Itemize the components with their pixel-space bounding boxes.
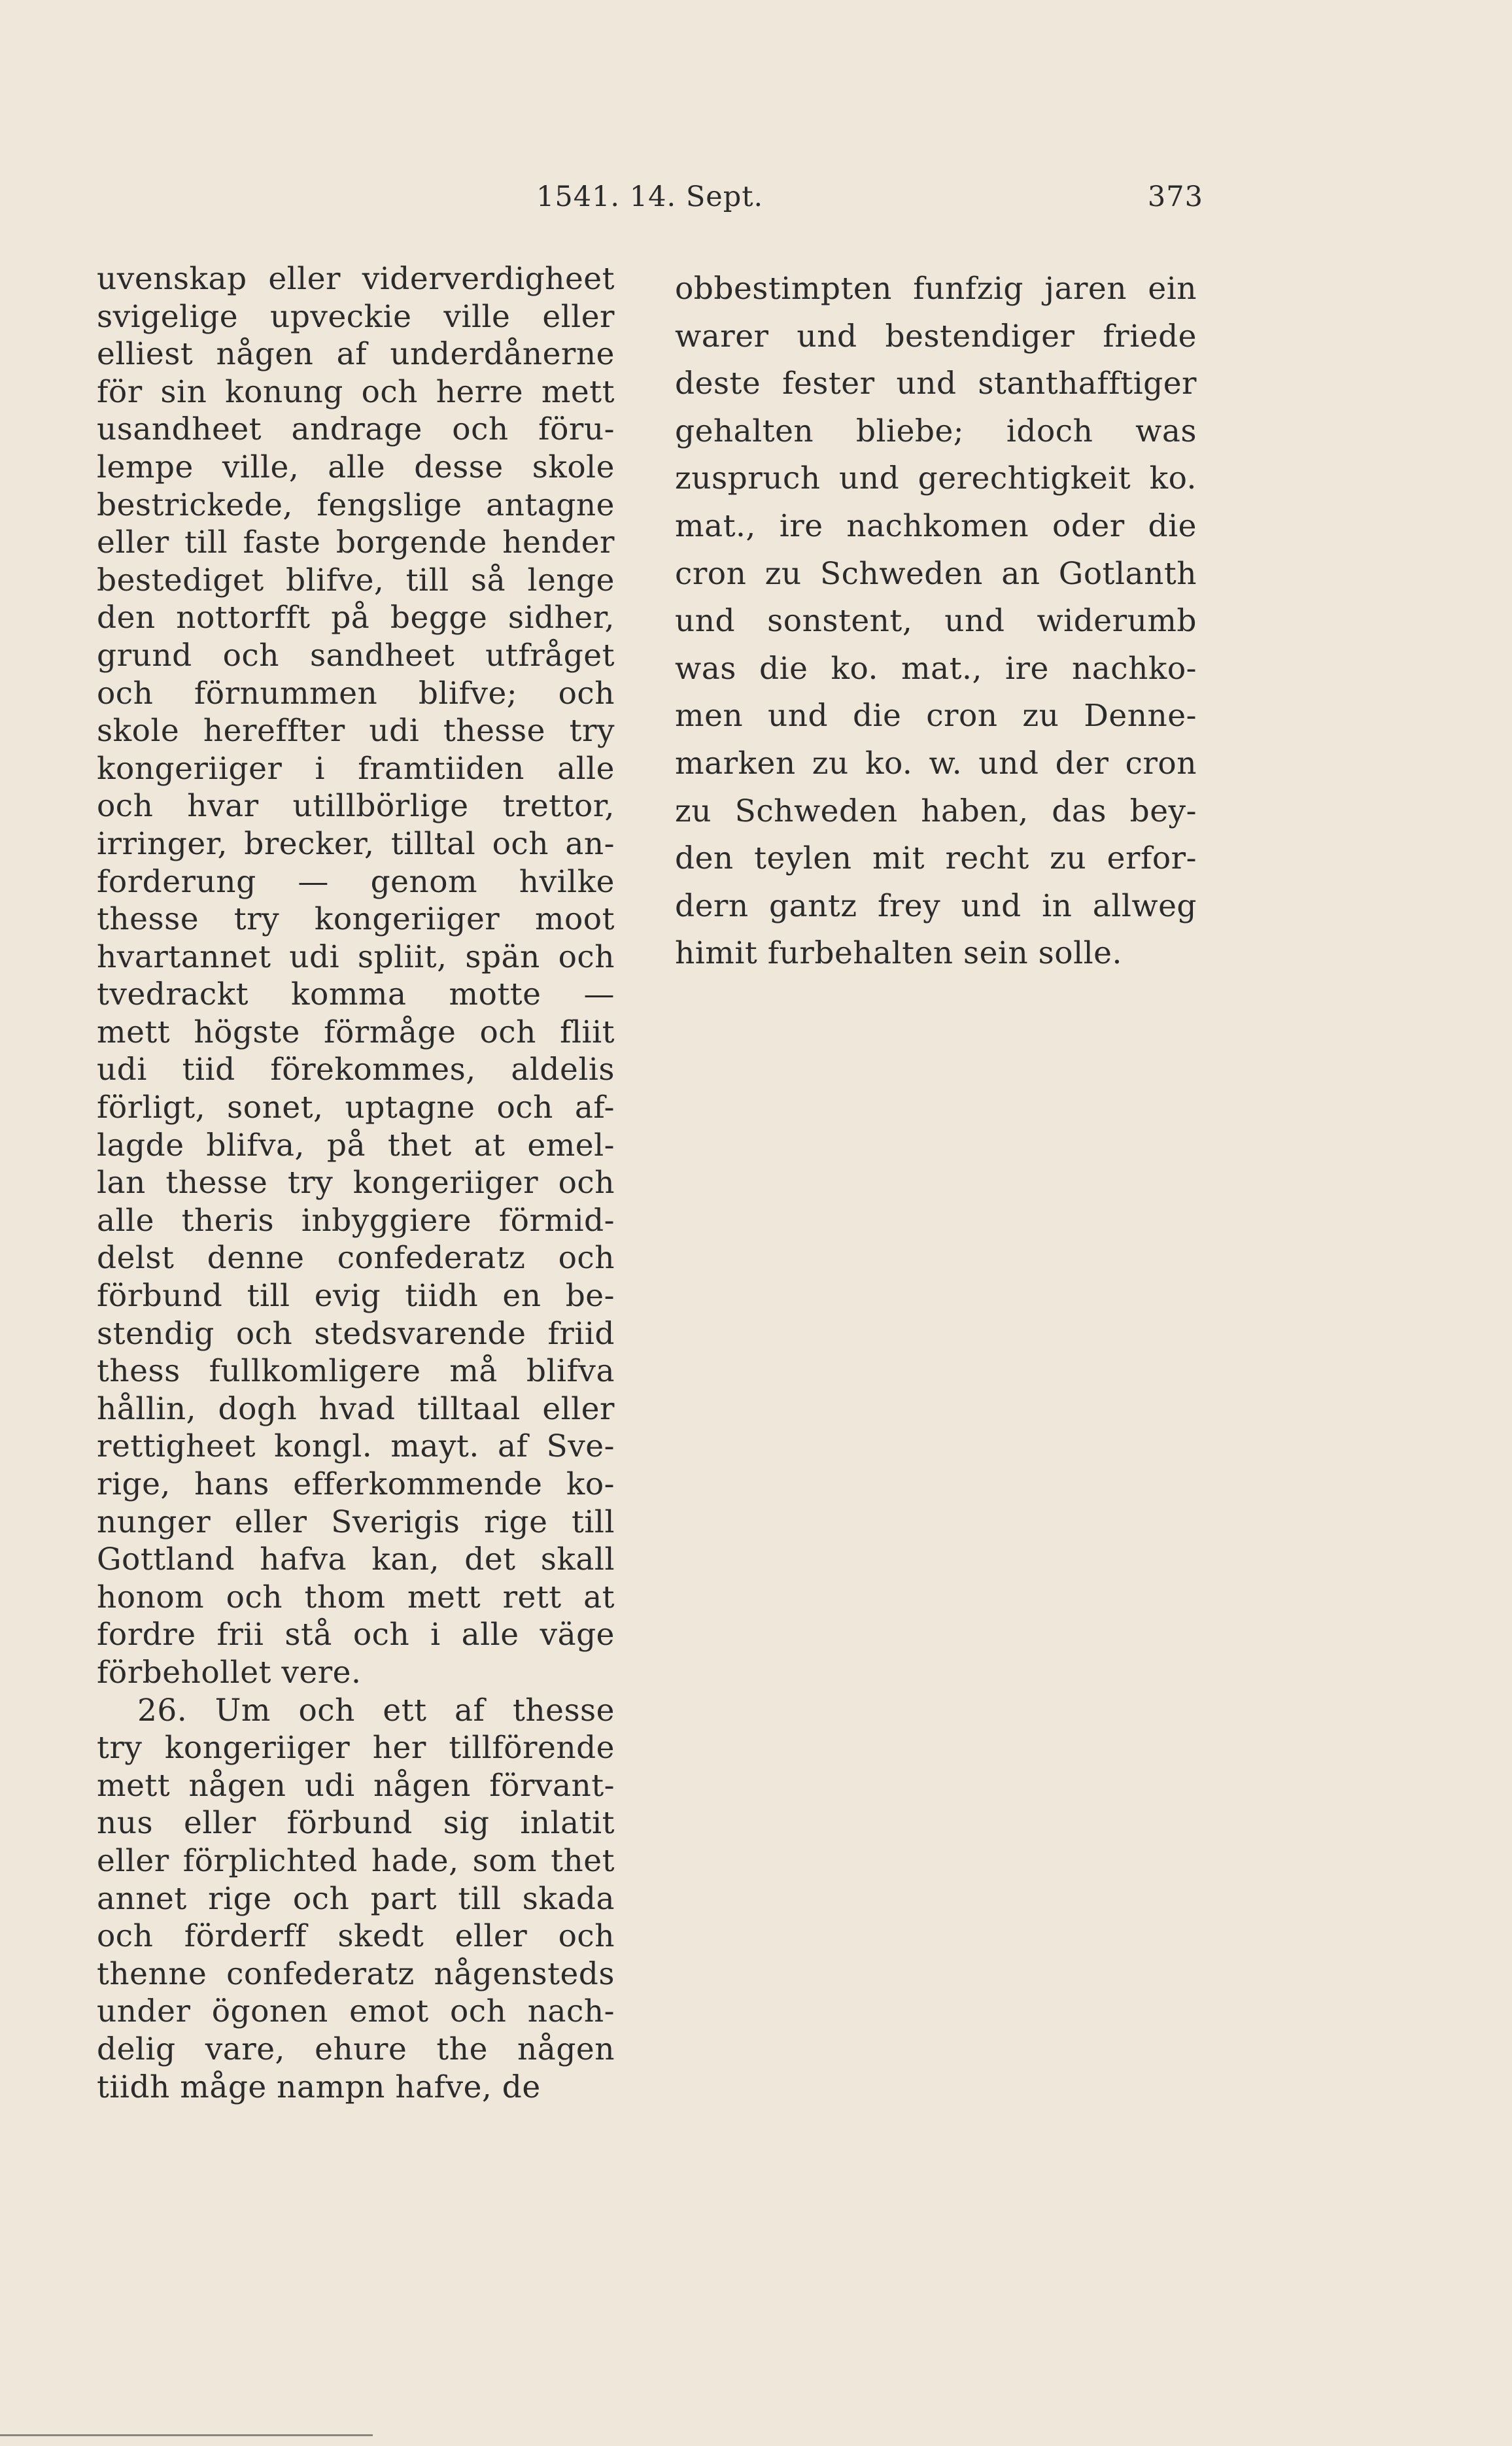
left-column (97, 260, 615, 2106)
text-line: och hvar utillbörlige trettor, (97, 788, 615, 825)
text-line: was die ko. mat., ire nachko- (675, 650, 1197, 687)
text-line: 26. Um och ett af thesse (137, 1692, 615, 1729)
text-line: eller förplichted hade, som thet (97, 1842, 615, 1879)
text-line: zuspruch und gerechtigkeit ko. (675, 460, 1197, 497)
text-line: nus eller förbund sig inlatit (97, 1805, 615, 1842)
text-line: och förnummen blifve; och (97, 675, 615, 712)
text-line: bestediget blifve, till så lenge (97, 562, 615, 598)
text-line: grund och sandheet utfråget (97, 637, 615, 674)
text-line: lan thesse try kongeriiger och (97, 1165, 615, 1201)
text-line: uvenskap eller viderverdigheet (97, 261, 615, 297)
text-line: kongeriiger i framtiiden alle (97, 750, 615, 787)
running-header (536, 181, 1203, 226)
text-line: irringer, brecker, tilltal och an- (97, 825, 615, 862)
page-number: 373 (1147, 181, 1203, 213)
text-line: stendig och stedsvarende friid (97, 1315, 615, 1352)
text-line: honom och thom mett rett at (97, 1579, 615, 1615)
text-line: thesse try kongeriiger moot (97, 901, 615, 938)
text-line: mett högste förmåge och fliit (97, 1014, 615, 1050)
text-line: nunger eller Sverigis rige till (97, 1504, 615, 1540)
text-line: himit furbehalten sein solle. (675, 935, 1122, 972)
text-line: fordre frii stå och i alle väge (97, 1617, 615, 1653)
text-line: den nottorfft på begge sidher, (97, 600, 615, 636)
text-line: warer und bestendiger friede (675, 318, 1197, 354)
text-line: dern gantz frey und in allweg (675, 887, 1197, 924)
text-line: för sin konung och herre mett (97, 373, 615, 410)
text-line: mett någen udi någen förvant- (97, 1767, 615, 1804)
right-column (675, 266, 1197, 978)
text-line: lagde blifva, på thet at emel- (97, 1127, 615, 1163)
text-line: obbestimpten funfzig jaren ein (675, 271, 1197, 307)
text-line: gehalten bliebe; idoch was (675, 413, 1197, 449)
text-line: delig vare, ehure the någen (97, 2031, 615, 2067)
text-line: skole hereffter udi thesse try (97, 713, 615, 749)
text-line: förligt, sonet, uptagne och af- (97, 1090, 615, 1126)
text-line: udi tiid förekommes, aldelis (97, 1052, 615, 1088)
text-line: tiidh måge nampn hafve, de (97, 2069, 541, 2105)
text-line: förbund till evig tiidh en be- (97, 1278, 615, 1315)
text-line: thenne confederatz någensteds (97, 1955, 615, 1992)
text-line: men und die cron zu Denne- (675, 698, 1197, 734)
text-line: hvartannet udi spliit, spän och (97, 939, 615, 975)
text-line: under ögonen emot och nach- (97, 1993, 615, 2030)
text-line: marken zu ko. w. und der cron (675, 745, 1197, 782)
text-line: annet rige och part till skada (97, 1880, 615, 1917)
text-line: deste fester und stanthafftiger (675, 366, 1197, 402)
text-line: bestrickede, fengslige antagne (97, 487, 615, 523)
text-line: und sonstent, und widerumb (675, 603, 1197, 640)
text-line: förbehollet vere. (97, 1654, 362, 1691)
text-line: zu Schweden haben, das bey- (675, 793, 1197, 829)
text-line: eller till faste borgende hender (97, 525, 615, 561)
text-line: tvedrackt komma motte — (97, 976, 615, 1013)
text-line: hållin, dogh hvad tilltaal eller (97, 1390, 615, 1427)
text-line: rige, hans efferkommende ko- (97, 1466, 615, 1502)
text-line: lempe ville, alle desse skole (97, 449, 615, 485)
text-line: cron zu Schweden an Gotlanth (675, 555, 1197, 592)
text-line: delst denne confederatz och (97, 1240, 615, 1277)
text-line: alle theris inbyggiere förmid- (97, 1202, 615, 1239)
text-line: thess fullkomligere må blifva (97, 1353, 615, 1390)
text-line: usandheet andrage och föru- (97, 411, 615, 448)
text-line: svigelige upveckie ville eller (97, 298, 615, 335)
text-line: forderung — genom hvilke (97, 863, 615, 900)
text-line: Gottland hafva kan, det skall (97, 1542, 615, 1578)
text-line: den teylen mit recht zu erfor- (675, 840, 1197, 877)
text-line: och förderff skedt eller och (97, 1918, 615, 1955)
text-line: mat., ire nachkomen oder die (675, 508, 1197, 544)
page-edge-line (0, 2434, 373, 2436)
text-line: try kongeriiger her tillförende (97, 1730, 615, 1766)
text-line: rettigheet kongl. mayt. af Sve- (97, 1428, 615, 1465)
header-date: 1541. 14. Sept. (536, 181, 764, 213)
text-line: elliest någen af underdånerne (97, 336, 615, 373)
